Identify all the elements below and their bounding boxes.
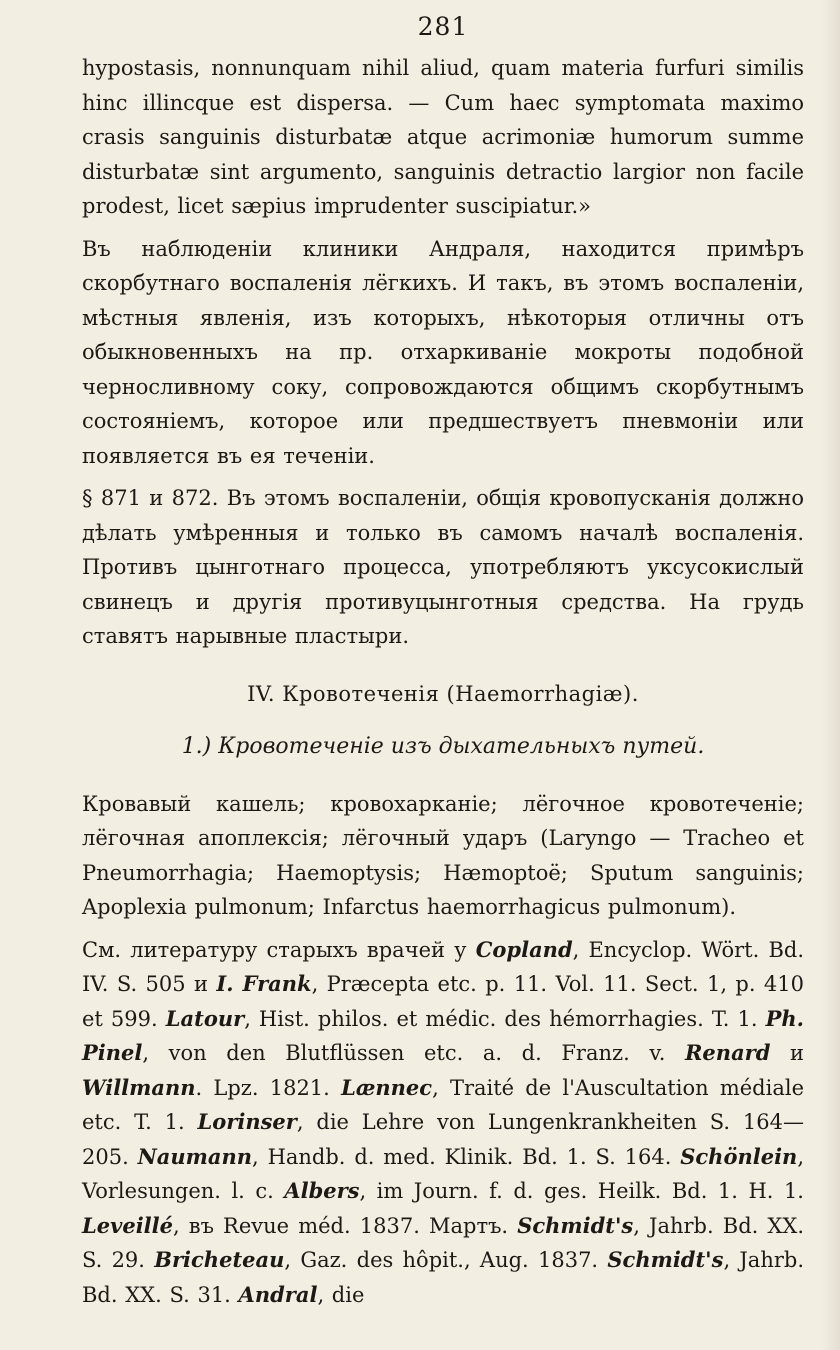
literature-text: , Hist. philos. et médic. des hémorrhagies. T. 1. bbox=[244, 1006, 766, 1031]
literature-text: , Vorlesungen. l. c. bbox=[82, 1144, 805, 1203]
author-name: Leveillé bbox=[82, 1212, 173, 1238]
author-name: Copland bbox=[475, 936, 573, 962]
author-name: I. Frank bbox=[216, 971, 312, 996]
literature-text: . Lpz. 1821. bbox=[195, 1075, 342, 1100]
author-name: Lorinser bbox=[197, 1109, 297, 1134]
author-name: Schönlein bbox=[680, 1143, 798, 1169]
literature-text: , Gaz. des hôpit., Aug. 1837. bbox=[284, 1248, 608, 1272]
literature-paragraph bbox=[82, 933, 804, 1313]
author-name: Latour bbox=[165, 1005, 245, 1031]
author-name: Ph. Pinel bbox=[82, 1005, 804, 1065]
literature-text: , Jahrb. Bd. XX. S. 31. bbox=[82, 1248, 804, 1307]
author-name: Schmidt's bbox=[517, 1212, 634, 1238]
page-number: 281 bbox=[417, 12, 469, 41]
section-heading: IV. Кровотеченія (Haemorrhagiæ). bbox=[247, 681, 639, 706]
synonyms-paragraph: Кровавый кашель; кровохарканіе; лёгочное кровотеченіе; лёгочная апоплексія; лёгочный ударъ (Laryngo — Tracheo et Pneumorrhagia; Haemoptysis; Hæmoptoë; Sputum sanguinis; Apoplexia pulmonum; Infarctus haemorrhagicus pulmonum). bbox=[82, 791, 804, 919]
author-name: Schmidt's bbox=[607, 1247, 724, 1272]
literature-text: , Encyclop. Wört. Bd. IV. S. 505 и bbox=[82, 937, 805, 996]
subsection-heading: 1.) Кровотеченіе изъ дыхательныхъ путей. bbox=[181, 733, 705, 759]
literature-text: , die bbox=[317, 1282, 365, 1307]
literature-text: , въ Revue méd. 1837. Мартъ. bbox=[172, 1213, 518, 1238]
literature-text: См. литературу старыхъ врачей у bbox=[82, 937, 476, 962]
literature-text: , Præcepta etc. p. 11. Vol. 11. Sect. 1, p. 410 et 599. bbox=[82, 972, 804, 1031]
literature-text: , Jahrb. Bd. XX. S. 29. bbox=[82, 1213, 804, 1272]
latin-quotation-paragraph: hypostasis, nonnunquam nihil aliud, quam materia furfuri similis hinc illincque est dispersa. — Cum haec symptomata maximo crasis sanguinis disturbatæ atque acrimoniæ humorum summe disturbatæ sint argumento, sanguinis detractio largior non facile prodest, licet sæpius imprudenter suscipiatur.» bbox=[82, 56, 804, 218]
author-name: Albers bbox=[284, 1178, 360, 1203]
literature-text: , die Lehre von Lungenkrankheiten S. 164—205. bbox=[82, 1110, 804, 1169]
literature-text: , von den Blutflüssen etc. a. d. Franz. v. bbox=[142, 1041, 685, 1065]
author-name: Renard bbox=[684, 1040, 771, 1065]
andral-observation-paragraph: Въ наблюденіи клиники Андраля, находится примѣръ скорбутнаго воспаленія лёгкихъ. И такъ, въ этомъ воспаленіи, мѣстныя явленія, изъ которыхъ, нѣкоторыя отличны отъ обыкновенныхъ на пр. отхаркиваніе мокроты подобной черносливному соку, сопровождаются общимъ скорбутнымъ состояніемъ, которое или предшествуетъ пневмоніи или появляется въ ея теченіи. bbox=[82, 236, 804, 468]
page-edge-shadow bbox=[822, 0, 840, 1350]
author-name: Naumann bbox=[137, 1143, 253, 1169]
author-name: Andral bbox=[238, 1281, 318, 1307]
literature-text: , Traité de l'Auscultation médiale etc. T. 1. bbox=[82, 1075, 804, 1134]
literature-text: , Handb. d. med. Klinik. Bd. 1. S. 164. bbox=[252, 1144, 681, 1169]
literature-text: , im Journ. f. d. ges. Heilk. Bd. 1. H. 1. bbox=[359, 1179, 804, 1203]
treatment-paragraph: § 871 и 872. Въ этомъ воспаленіи, общія кровопусканія должно дѣлать умѣренныя и только въ самомъ началѣ воспаленія. Противъ цынготнаго процесса, употребляютъ уксусокислый свинецъ и другія противуцынготныя средства. На грудь ставятъ нарывные пластыри. bbox=[82, 486, 804, 648]
author-name: Willmann bbox=[82, 1074, 196, 1100]
literature-text: и bbox=[770, 1041, 805, 1065]
author-name: Bricheteau bbox=[154, 1247, 285, 1272]
author-name: Lænnec bbox=[341, 1074, 433, 1100]
